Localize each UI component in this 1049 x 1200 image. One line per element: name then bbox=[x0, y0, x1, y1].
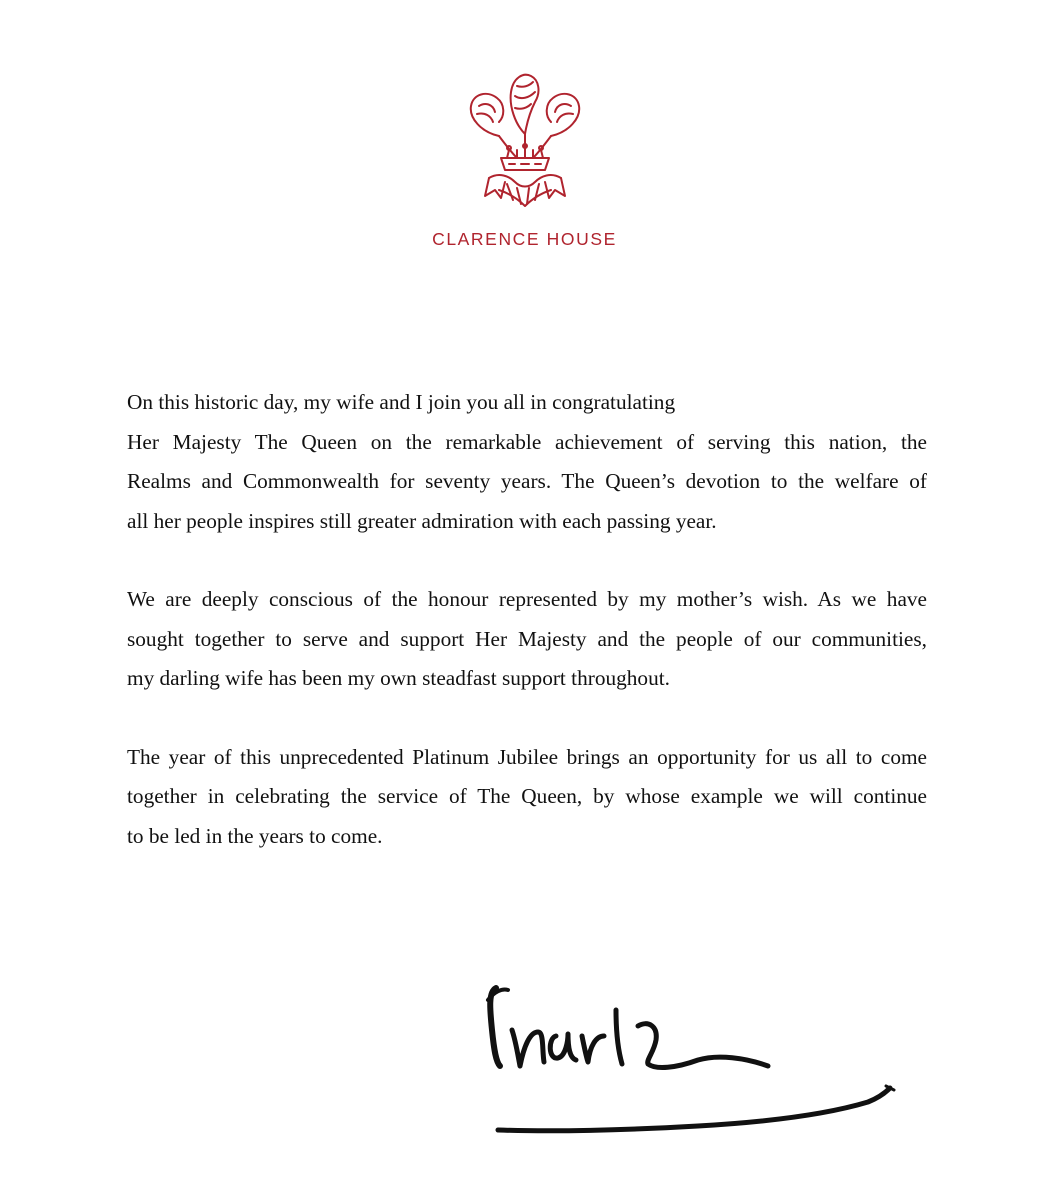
paragraph-2 bbox=[127, 580, 927, 699]
text-line: We are deeply conscious of the honour represented by my mother’s wish. As we have bbox=[127, 587, 927, 611]
text-line: Her Majesty The Queen on the remarkable achievement of serving this nation, the bbox=[127, 429, 927, 454]
prince-of-wales-feathers-icon bbox=[459, 66, 591, 216]
text-line: On this historic day, my wife and I join you all in congratulating bbox=[127, 390, 676, 414]
text-line: all her people inspires still greater admiration with each passing year. bbox=[127, 508, 717, 533]
text-line: to be led in the years to come. bbox=[127, 823, 383, 848]
text-line: together in celebrating the service of The Queen, by whose example we will continue bbox=[127, 784, 927, 808]
text-line: Realms and Commonwealth for seventy years. The Queen’s devotion to the welfare of bbox=[127, 469, 927, 493]
text-line: The year of this unprecedented Platinum Jubilee brings an opportunity for us all to come bbox=[127, 744, 927, 769]
text-line: my darling wife has been my own steadfast support throughout. bbox=[127, 666, 670, 690]
handwritten-signature-icon bbox=[478, 970, 918, 1145]
paragraph-3 bbox=[127, 738, 927, 857]
text-line: sought together to serve and support Her Majesty and the people of our communities, bbox=[127, 626, 927, 651]
letter-body bbox=[127, 383, 927, 895]
paragraph-1 bbox=[127, 383, 927, 541]
letterhead-title: CLARENCE HOUSE bbox=[432, 229, 617, 249]
